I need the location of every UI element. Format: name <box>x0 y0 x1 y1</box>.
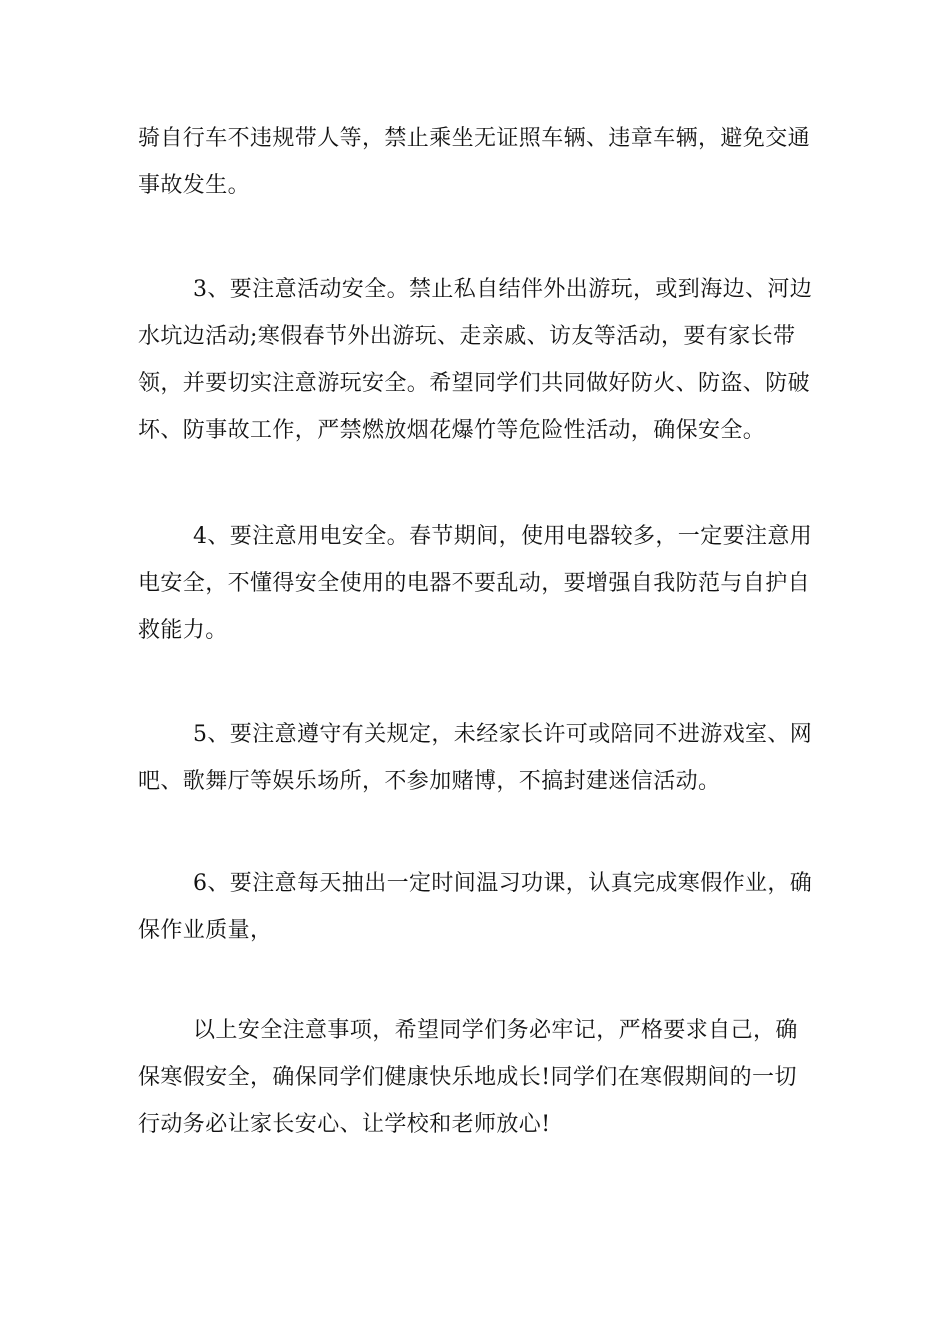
paragraph-conclusion <box>138 1007 838 1148</box>
text-line: 3、要注意活动安全。禁止私自结伴外出游玩，或到海边、河边 <box>193 277 813 302</box>
text-line: 吧、歌舞厅等娱乐场所，不参加赌博，不搞封建迷信活动。 <box>138 769 721 794</box>
text-line: 以上安全注意事项，希望同学们务必牢记，严格要求自己，确 <box>193 1018 798 1043</box>
paragraph-activity-safety <box>138 266 838 454</box>
paragraph-regulations <box>138 711 838 805</box>
text-line: 6、要注意每天抽出一定时间温习功课，认真完成寒假作业，确 <box>193 871 813 896</box>
text-line: 电安全，不懂得安全使用的电器不要乱动，要增强自我防范与自护自 <box>138 571 811 596</box>
paragraph-homework <box>138 860 838 954</box>
text-line: 骑自行车不违规带人等，禁止乘坐无证照车辆、违章车辆，避免交通 <box>138 126 811 151</box>
text-line: 5、要注意遵守有关规定，未经家长许可或陪同不进游戏室、网 <box>193 722 813 747</box>
text-line: 事故发生。 <box>138 173 251 198</box>
text-line: 行动务必让家长安心、让学校和老师放心! <box>138 1112 551 1137</box>
text-line: 领，并要切实注意游玩安全。希望同学们共同做好防火、防盗、防破 <box>138 371 811 396</box>
text-line: 保寒假安全，确保同学们健康快乐地成长!同学们在寒假期间的一切 <box>138 1065 797 1090</box>
text-line: 坏、防事故工作，严禁燃放烟花爆竹等危险性活动，确保安全。 <box>138 418 766 443</box>
text-line: 4、要注意用电安全。春节期间，使用电器较多，一定要注意用 <box>193 524 813 549</box>
text-line: 救能力。 <box>138 618 228 643</box>
paragraph-traffic-safety-continued <box>138 115 838 209</box>
paragraph-electricity-safety <box>138 513 838 654</box>
text-line: 保作业质量， <box>138 918 273 943</box>
text-line: 水坑边活动;寒假春节外出游玩、走亲戚、访友等活动，要有家长带 <box>138 324 796 349</box>
